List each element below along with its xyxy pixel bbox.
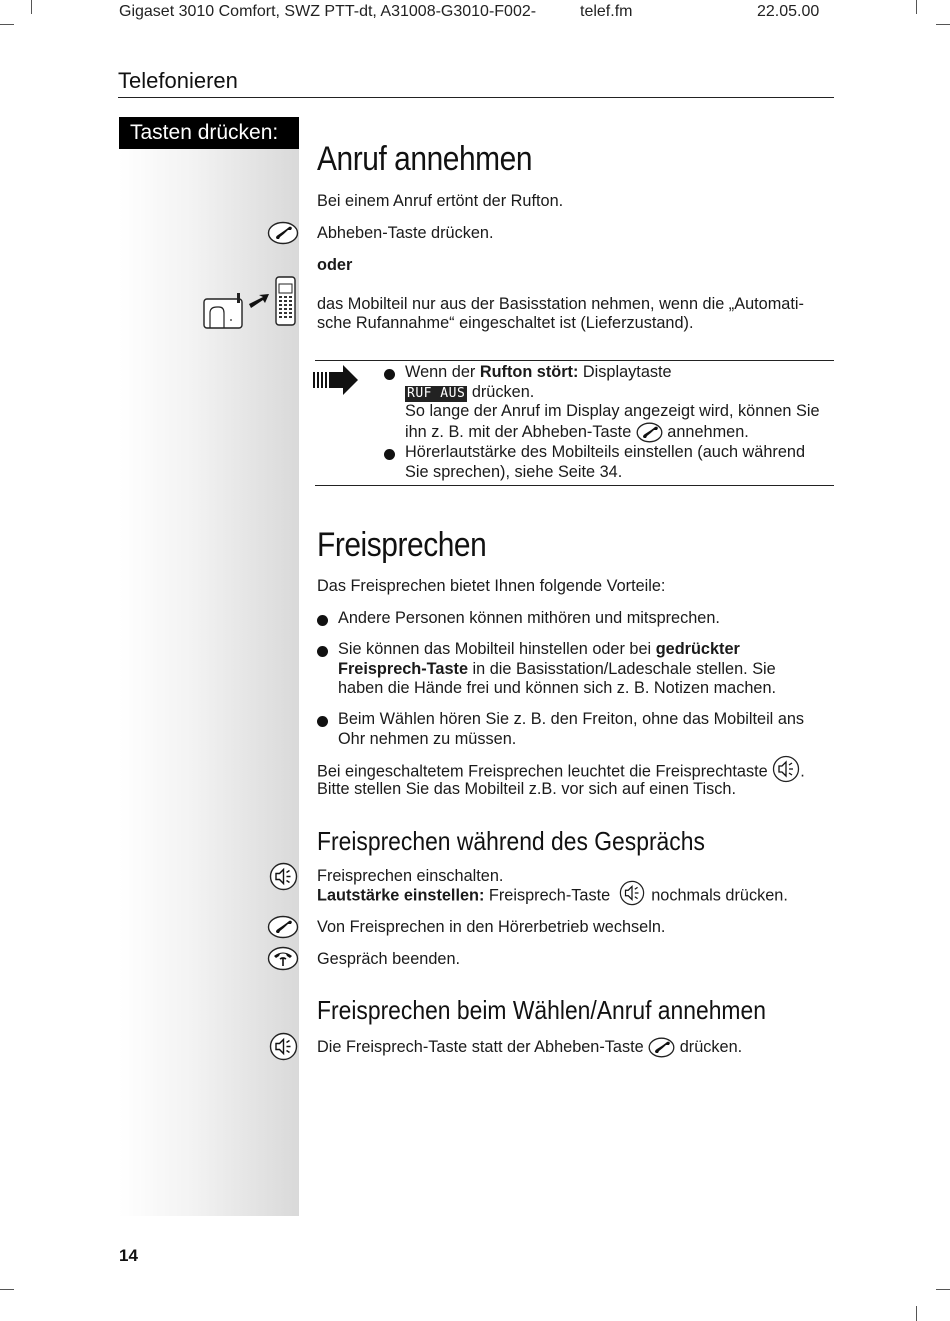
doc-date: 22.05.00 [757,3,820,20]
gespraech-s1b-pre: Freisprech-Taste [484,886,615,905]
heading-freisprechen: Freisprechen [317,526,487,564]
note1-pre: Wenn der [405,363,480,381]
speaker-key-icon [619,880,645,906]
gespraech-s1b-post: nochmals drücken. [646,886,788,905]
anruf-step2-line1: das Mobilteil nur aus der Basisstation nehmen, wenn die „Automati- [317,295,804,313]
note-bottom-rule [315,485,834,486]
list-item [317,710,804,749]
frei-p-line1-post: . [800,762,805,781]
list-item [317,640,818,699]
crop-mark [916,1306,917,1321]
note1-line4-post: annehmen. [662,422,749,441]
note1-line4-pre: ihn z. B. mit der Abheben-Taste [405,422,636,441]
crop-mark [0,24,14,25]
frei-b2-pre: Sie können das Mobilteil hinstellen oder bei [338,640,656,658]
frei-b3-line2: Ohr nehmen zu müssen. [338,729,517,748]
speaker-key-icon [269,862,298,891]
note1-after-key: drücken. [467,382,535,401]
crop-mark [916,0,917,14]
frei-b2-bold2: Freisprech-Taste [338,659,468,678]
gespraech-s1b-bold: Lautstärke einstellen: [317,886,485,905]
note1-post: Displaytaste [578,363,672,381]
header-rule [118,97,834,98]
note1-bold: Rufton stört: [479,363,579,381]
talk-key-icon [267,915,299,939]
handset-lift-icon [203,275,298,330]
speaker-key-icon [269,1032,298,1061]
waehlen-s1-post: drücken. [675,1037,743,1056]
talk-key-icon [267,221,299,245]
note1-line3: So lange der Anruf im Display angezeigt wird, können Sie [405,402,820,420]
heading-anruf-annehmen: Anruf annehmen [317,140,533,178]
frei-p-line1-pre: Bei eingeschaltetem Freisprechen leuchtet die Freisprechtaste [317,762,773,781]
gespraech-s1b [317,886,788,906]
note-arrow-icon [312,364,360,396]
gespraech-s3: Gespräch beenden. [317,950,461,968]
note-top-rule [315,360,834,361]
crop-mark [936,1289,950,1290]
anruf-step2-line2: sche Rufannahme“ eingeschaltet ist (Lieferzustand). [317,314,694,332]
anruf-oder: oder [317,256,353,274]
frei-b2-mid: in die Basisstation/Ladeschale stellen. Sie [468,659,776,678]
talk-key-icon [636,422,663,443]
frei-intro: Das Freisprechen bietet Ihnen folgende Vorteile: [317,577,666,595]
frei-b1: Andere Personen können mithören und mitsprechen. [338,609,720,627]
list-item [317,609,720,629]
end-call-key-icon [267,946,299,971]
anruf-step1: Abheben-Taste drücken. [317,224,494,242]
note2-line1: Hörerlautstärke des Mobilteils einstellen (auch während [405,443,805,461]
heading-waehlen: Freisprechen beim Wählen/Anruf annehmen [317,995,766,1025]
display-key-ruf-aus[interactable]: RUF AUS [407,385,466,401]
crop-mark [0,1289,14,1290]
frei-b3-line1: Beim Wählen hören Sie z. B. den Freiton, ohne das Mobilteil ans [338,710,805,728]
crop-mark [936,24,950,25]
talk-key-icon [648,1037,675,1058]
gespraech-s1: Freisprechen einschalten. [317,867,504,885]
heading-gespraech: Freisprechen während des Gesprächs [317,826,705,856]
sidebar-label: Tasten drücken: [119,117,299,149]
anruf-intro: Bei einem Anruf ertönt der Rufton. [317,192,564,210]
note-item [384,363,820,443]
page-number: 14 [119,1246,138,1265]
waehlen-s1-pre: Die Freisprech-Taste statt der Abheben-Taste [317,1037,649,1056]
waehlen-s1 [317,1037,742,1058]
speaker-key-icon [772,755,800,783]
doc-info: Gigaset 3010 Comfort, SWZ PTT-dt, A31008-G3010-F002- [119,3,537,20]
crop-mark [31,0,32,14]
note-item [384,443,805,482]
section-title: Telefonieren [118,68,238,93]
gespraech-s2: Von Freisprechen in den Hörerbetrieb wechseln. [317,918,666,936]
note2-line2: Sie sprechen), siehe Seite 34. [405,462,623,481]
frei-paragraph-line2: Bitte stellen Sie das Mobilteil z.B. vor sich auf einen Tisch. [317,780,736,798]
file-name: telef.fm [580,3,633,20]
frei-b2-bold1: gedrückter [655,640,740,658]
frei-b2-line3: haben die Hände frei und können sich z. B. Notizen machen. [338,679,777,697]
